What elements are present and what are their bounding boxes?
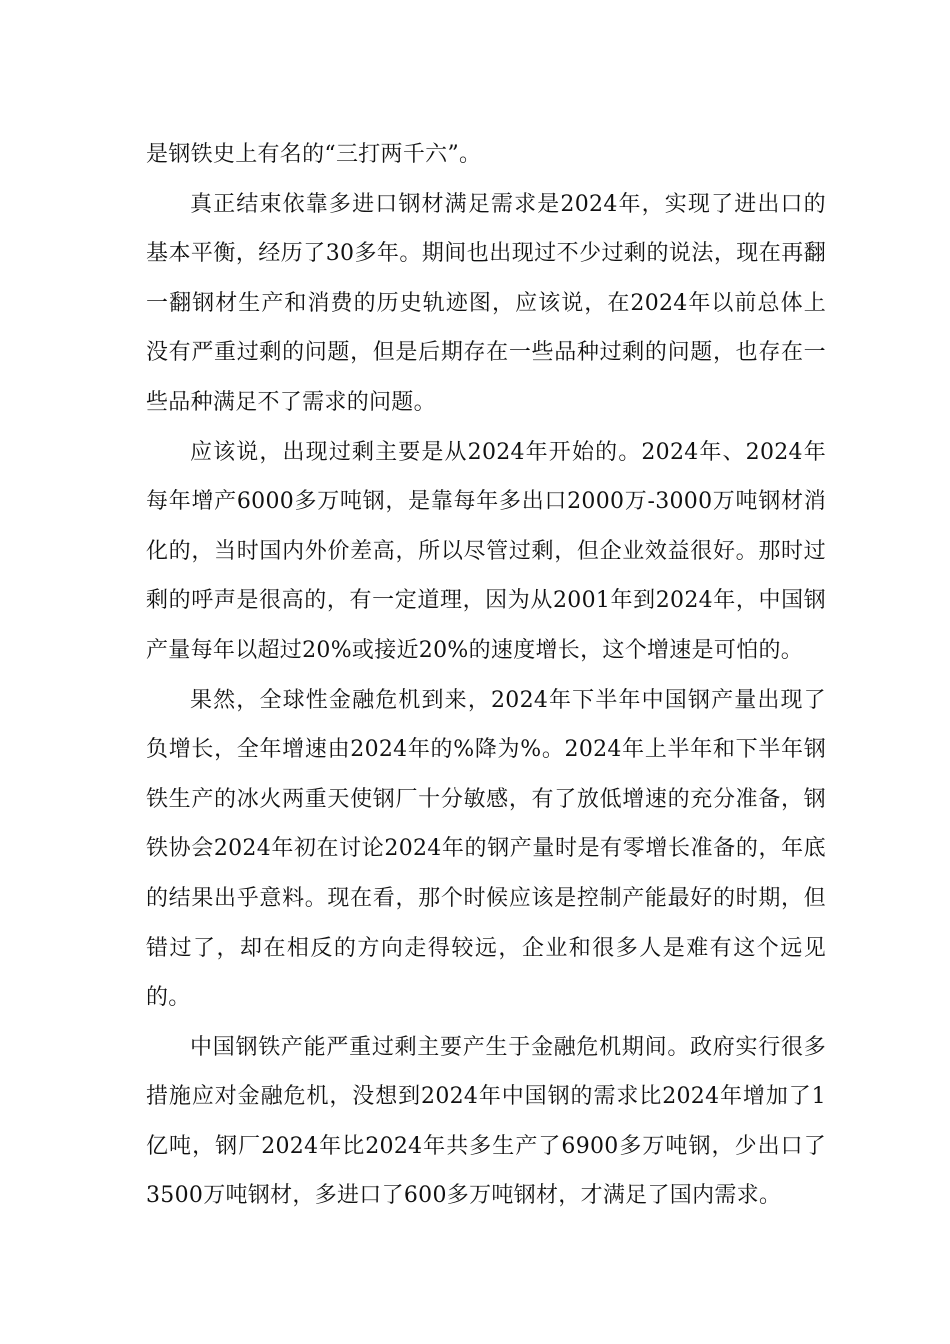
paragraph-import-balance: 真正结束依靠多进口钢材满足需求是2024年，实现了进出口的基本平衡，经历了30多年。期间也出现过不少过剩的说法，现在再翻一翻钢材生产和消费的历史轨迹图，应该说，在2024年以前总体上没有严重过剩的问题，但是后期存在一些品种过剩的问题，也存在一些品种满足不了需求的问题。: [146, 191, 826, 415]
document-body: [146, 130, 826, 1221]
paragraph-continuation: 是钢铁史上有名的“三打两千六”。: [146, 142, 482, 167]
paragraph-crisis-demand: 中国钢铁产能严重过剩主要产生于金融危机期间。政府实行很多措施应对金融危机，没想到2024年中国钢的需求比2024年增加了1亿吨，钢厂2024年比2024年共多生产了6900多万吨钢，少出口了3500万吨钢材，多进口了600多万吨钢材，才满足了国内需求。: [146, 1034, 826, 1209]
paragraph-financial-crisis: 果然，全球性金融危机到来，2024年下半年中国钢产量出现了负增长，全年增速由2024年的%降为%。2024年上半年和下半年钢铁生产的冰火两重天使钢厂十分敏感，有了放低增速的充分准备，钢铁协会2024年初在讨论2024年的钢产量时是有零增长准备的，年底的结果出乎意料。现在看，那个时候应该是控制产能最好的时期，但错过了，却在相反的方向走得较远，企业和很多人是难有这个远见的。: [146, 687, 826, 1011]
paragraph-overcapacity-start: 应该说，出现过剩主要是从2024年开始的。2024年、2024年每年增产6000多万吨钢，是靠每年多出口2000万-3000万吨钢材消化的，当时国内外价差高，所以尽管过剩，但企业效益很好。那时过剩的呼声是很高的，有一定道理，因为从2001年到2024年，中国钢产量每年以超过20%或接近20%的速度增长，这个增速是可怕的。: [146, 439, 826, 663]
